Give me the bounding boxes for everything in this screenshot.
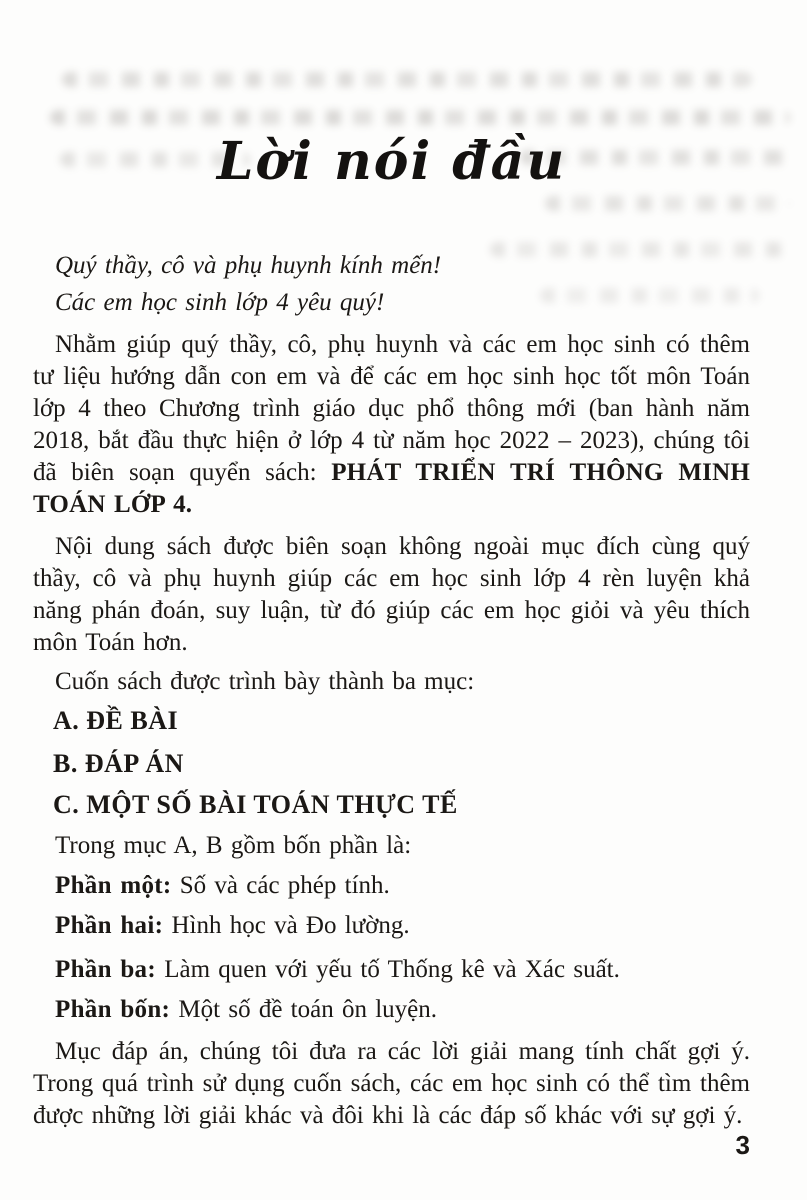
section-heading-de-bai: A. ĐỀ BÀI bbox=[53, 706, 179, 735]
page-content bbox=[33, 0, 750, 1132]
paragraph-answers-note: Mục đáp án, chúng tôi đưa ra các lời giải mang tính chất gợi ý. Trong quá trình sử dụng cuốn sách, các em học sinh có thể tìm thêm được những lời giải khác và đôi khi là các đáp số khác với sự gợi ý. bbox=[33, 1038, 750, 1129]
introduction-text: Nhằm giúp quý thầy, cô, phụ huynh và các em học sinh có thêm tư liệu hướng dẫn con em và để các em học sinh học tốt môn Toán lớp 4 theo Chương trình giáo dục phổ thông mới (ban hành năm 2018, bắt đầu thực hiện ở lớp 4 từ năm học 2022 – 2023), chúng tôi đã biên soạn quyển sách: bbox=[33, 331, 750, 486]
paragraph-introduction bbox=[33, 329, 750, 521]
part-four-label: Phần bốn: bbox=[55, 996, 171, 1023]
parts-intro-line: Trong mục A, B gồm bốn phần là: bbox=[55, 832, 412, 859]
book-title-inline: PHÁT TRIỂN TRÍ THÔNG MINH TOÁN LỚP 4. bbox=[33, 459, 750, 518]
structure-intro-line: Cuốn sách được trình bày thành ba mục: bbox=[55, 668, 475, 695]
paragraph-purpose: Nội dung sách được biên soạn không ngoài mục đích cùng quý thầy, cô và phụ huynh giúp các em học sinh lớp 4 rèn luyện khả năng phán đoán, suy luận, từ đó giúp các em học giỏi và yêu thích môn Toán hơn. bbox=[33, 533, 750, 656]
part-three-text: Làm quen với yếu tố Thống kê và Xác suất. bbox=[155, 956, 620, 983]
part-three-label: Phần ba: bbox=[55, 956, 156, 983]
part-two-line bbox=[33, 910, 750, 942]
part-one-text: Số và các phép tính. bbox=[171, 872, 390, 899]
greeting-students: Các em học sinh lớp 4 yêu quý! bbox=[55, 289, 385, 316]
part-four-text: Một số đề toán ôn luyện. bbox=[170, 996, 438, 1023]
part-one-label: Phần một: bbox=[55, 872, 172, 899]
part-two-label: Phần hai: bbox=[55, 912, 164, 939]
section-heading-bai-toan-thuc-te: C. MỘT SỐ BÀI TOÁN THỰC TẾ bbox=[53, 790, 458, 819]
part-two-text: Hình học và Đo lường. bbox=[163, 912, 410, 939]
greeting-teachers: Quý thầy, cô và phụ huynh kính mến! bbox=[55, 252, 442, 279]
part-four-line bbox=[33, 994, 750, 1026]
part-three-line bbox=[33, 954, 750, 986]
section-heading-dap-an: B. ĐÁP ÁN bbox=[53, 749, 184, 778]
page-number: 3 bbox=[735, 1130, 750, 1160]
page-title: Lời nói đầu bbox=[216, 131, 567, 192]
part-one-line bbox=[33, 870, 750, 902]
